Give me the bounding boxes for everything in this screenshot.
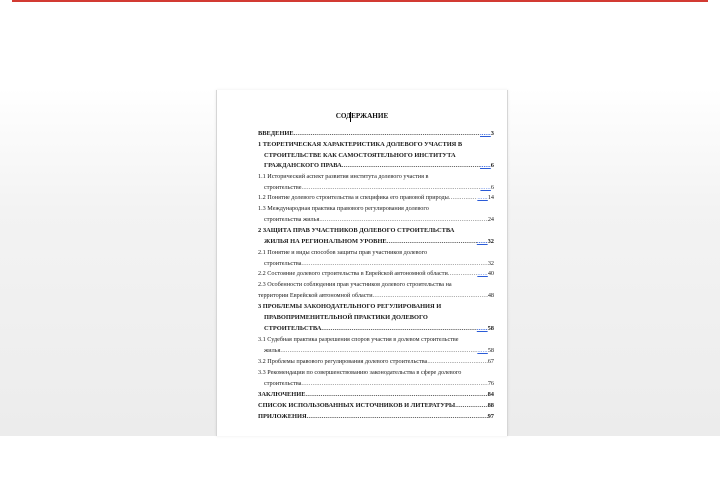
toc-entry-text: строительстве xyxy=(264,184,302,191)
toc-entry[interactable] xyxy=(258,300,494,310)
toc-dot-leader xyxy=(342,162,480,169)
toc-entry[interactable] xyxy=(264,213,494,223)
toc-entry-text: СТРОИТЕЛЬСТВЕ КАК САМОСТОЯТЕЛЬНОГО ИНСТИТУТА xyxy=(264,152,456,159)
toc-entry-text: СПИСОК ИСПОЛЬЗОВАННЫХ ИСТОЧНИКОВ И ЛИТЕРАТУРЫ xyxy=(258,402,456,409)
toc-dot-leader xyxy=(427,358,488,365)
toc-hyperlink[interactable]: ...... xyxy=(480,184,491,191)
toc-entry-text: ГРАЖДАНСКОГО ПРАВА xyxy=(264,162,342,169)
toc-dot-leader xyxy=(373,292,488,299)
toc-hyperlink[interactable]: ...... xyxy=(477,270,488,277)
toc-hyperlink[interactable]: ...... xyxy=(476,325,488,332)
header-accent-line xyxy=(12,0,708,2)
toc-entry[interactable] xyxy=(258,388,494,398)
toc-hyperlink[interactable]: ...... xyxy=(480,162,491,169)
toc-page-number: 24 xyxy=(487,216,494,223)
toc-page-number: 6 xyxy=(490,184,494,191)
toc-page-number: 32 xyxy=(487,238,494,245)
toc-entry[interactable] xyxy=(264,159,494,169)
toc-entry[interactable] xyxy=(258,355,494,365)
toc-entry-text: ЗАКЛЮЧЕНИЕ xyxy=(258,391,306,398)
toc-entry-text: строительства жилья xyxy=(264,216,320,223)
toc-dot-leader xyxy=(455,402,487,409)
toc-entry[interactable] xyxy=(264,377,494,387)
toc-entry[interactable] xyxy=(258,333,494,343)
toc-dot-leader xyxy=(307,413,488,420)
toc-entry-text: 1 ТЕОРЕТИЧЕСКАЯ ХАРАКТЕРИСТИКА ДОЛЕВОГО УЧАСТИЯ В xyxy=(258,141,463,148)
toc-entry-text: 2.2 Состояние долевого строительства в Еврейской автономной области xyxy=(258,270,448,277)
toc-dot-leader xyxy=(449,194,477,201)
document-page xyxy=(216,90,508,436)
toc-entry-text: 3.1 Судебная практика разрешения споров участия в долевом строительстве xyxy=(258,336,459,343)
toc-entry[interactable] xyxy=(258,224,494,234)
toc-dot-leader xyxy=(321,325,477,332)
toc-entry-text: 3 ПРОБЛЕМЫ ЗАКОНОДАТЕЛЬНОГО РЕГУЛИРОВАНИЯ И xyxy=(258,303,442,310)
toc-entry-text: 3.2 Проблемы правового регулирования долевого строительства xyxy=(258,358,428,365)
toc-entry-text: 1.3 Международная практика правового регулирования долевого xyxy=(258,205,429,212)
toc-entry[interactable] xyxy=(258,170,494,180)
toc-dot-leader xyxy=(448,270,478,277)
toc-page-number: 58 xyxy=(487,347,494,354)
toc-entry[interactable] xyxy=(258,246,494,256)
toc-entry-text: строительства xyxy=(264,380,302,387)
toc-hyperlink[interactable]: ...... xyxy=(476,238,488,245)
toc-page-number: 58 xyxy=(487,325,494,332)
toc-dot-leader xyxy=(294,130,480,137)
toc-hyperlink[interactable]: ...... xyxy=(480,130,491,137)
toc-entry-text: 1.2 Понятие долевого строительства и специфика его правовой природы xyxy=(258,194,449,201)
toc-entry[interactable] xyxy=(258,278,494,288)
document-title: СОДЕРЖАНИЕ xyxy=(335,112,389,120)
toc-entry[interactable] xyxy=(258,202,494,212)
toc-dot-leader xyxy=(387,238,477,245)
toc-entry[interactable] xyxy=(264,149,494,159)
toc-entry-text: 3.3 Рекомендации по совершенствованию законодательства в сфере долевого xyxy=(258,369,462,376)
toc-entry-text: 2 ЗАЩИТА ПРАВ УЧАСТНИКОВ ДОЛЕВОГО СТРОИТЕЛЬСТВА xyxy=(258,227,455,234)
toc-entry[interactable] xyxy=(264,181,494,191)
toc-entry-text: территории Еврейской автономной области xyxy=(258,292,373,299)
toc-entry-text: ВВЕДЕНИЕ xyxy=(258,130,294,137)
toc-entry-text: строительства xyxy=(264,260,302,267)
toc-page-number: 84 xyxy=(487,391,494,398)
toc-page-number: 14 xyxy=(487,194,494,201)
toc-entry[interactable] xyxy=(258,366,494,376)
toc-entry-text: 2.1 Понятие и виды способов защиты прав участников долевого xyxy=(258,249,428,256)
toc-dot-leader xyxy=(306,391,488,398)
toc-entry[interactable] xyxy=(264,344,494,354)
toc-entry-text: 2.3 Особенности соблюдения прав участников долевого строительства на xyxy=(258,281,452,288)
toc-dot-leader xyxy=(301,260,487,267)
toc-entry-text: СТРОИТЕЛЬСТВА xyxy=(264,325,322,332)
toc-dot-leader xyxy=(280,347,477,354)
toc-entry[interactable] xyxy=(264,257,494,267)
toc-entry-text: ЖИЛЬЯ НА РЕГИОНАЛЬНОМ УРОВНЕ xyxy=(264,238,387,245)
toc-entry[interactable] xyxy=(258,267,494,277)
toc-dot-leader xyxy=(319,216,488,223)
toc-dot-leader xyxy=(301,380,487,387)
toc-entry[interactable] xyxy=(258,289,494,299)
toc-hyperlink[interactable]: ...... xyxy=(477,347,488,354)
toc-entry-text: ПРИЛОЖЕНИЯ xyxy=(258,413,307,420)
toc-page-number: 32 xyxy=(487,260,494,267)
toc-hyperlink[interactable]: ...... xyxy=(477,194,488,201)
toc-page-number: 6 xyxy=(490,162,494,169)
toc-entry[interactable] xyxy=(264,322,494,332)
toc-entry[interactable] xyxy=(258,410,494,420)
toc-entry-text: ПРАВОПРИМЕНИТЕЛЬНОЙ ПРАКТИКИ ДОЛЕВОГО xyxy=(264,314,428,321)
toc-dot-leader xyxy=(301,184,480,191)
toc-page-number: 48 xyxy=(487,292,494,299)
toc-entry-text: 1.1 Исторический аспект развития института долевого участия в xyxy=(258,173,429,180)
toc-entry[interactable] xyxy=(264,235,494,245)
toc-page-number: 76 xyxy=(487,380,494,387)
toc-entry[interactable] xyxy=(264,311,494,321)
toc-page-number: 40 xyxy=(487,270,494,277)
toc-page-number: 88 xyxy=(487,402,494,409)
toc-entry[interactable] xyxy=(258,127,494,137)
toc-entry-text: жилья xyxy=(264,347,281,354)
toc-page-number: 67 xyxy=(487,358,494,365)
toc-page-number: 97 xyxy=(487,413,494,420)
toc-entry[interactable] xyxy=(258,399,494,409)
toc-entry[interactable] xyxy=(258,191,494,201)
toc-page-number: 3 xyxy=(490,130,494,137)
toc-entry[interactable] xyxy=(258,138,494,148)
